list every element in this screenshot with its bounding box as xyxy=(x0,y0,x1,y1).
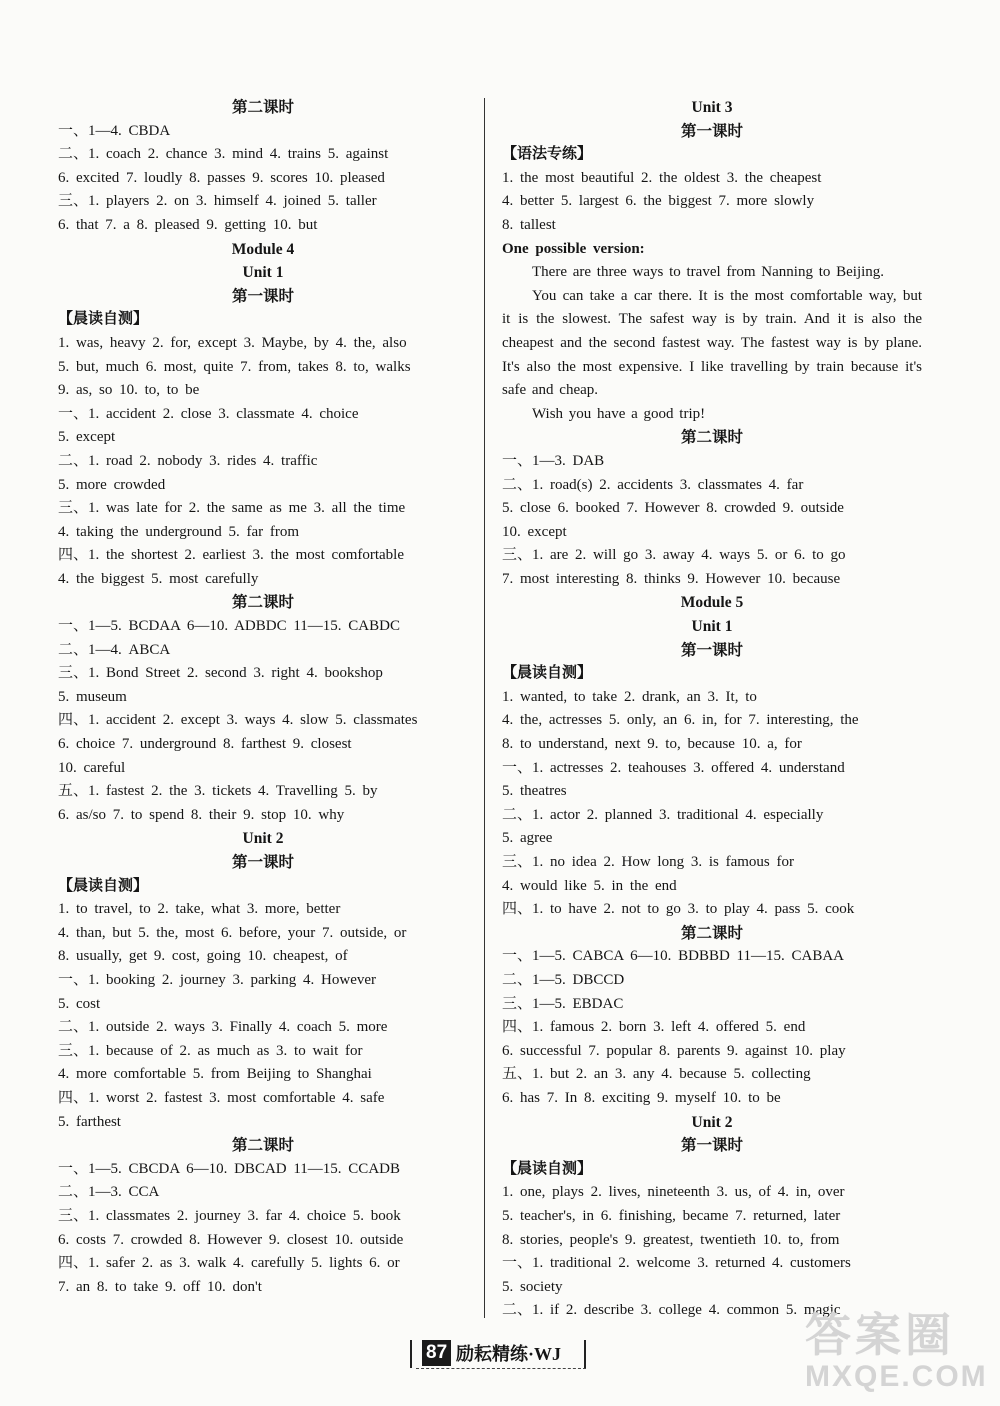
answer-line: 二、1. outside 2. ways 3. Finally 4. coach 5. more xyxy=(58,1019,388,1036)
answer-line: 四、1. to have 2. not to go 3. to play 4. pass 5. cook xyxy=(502,901,855,918)
answer-line: 6. as/so 7. to spend 8. their 9. stop 10. why xyxy=(58,806,345,823)
answer-line: 二、1—4. ABCA xyxy=(58,641,171,658)
answer-line: 三、1—5. EBDAC xyxy=(502,995,624,1012)
answer-line: 四、1. safer 2. as 3. walk 4. carefully 5. lights 6. or xyxy=(58,1255,400,1272)
section-heading: Unit 3 xyxy=(691,99,733,116)
watermark-title: 答案圈 xyxy=(805,1309,955,1361)
answer-line: 四、1. worst 2. fastest 3. most comfortable 4. safe xyxy=(58,1089,385,1106)
answer-line: 5. except xyxy=(58,429,116,446)
answer-line: 4. than, but 5. the, most 6. before, your 7. outside, or xyxy=(58,924,407,941)
section-heading: 第一课时 xyxy=(680,122,743,140)
answer-line: 5. theatres xyxy=(502,783,567,800)
answer-line: 6. that 7. a 8. pleased 9. getting 10. but xyxy=(58,216,318,233)
answer-line: 5. farthest xyxy=(58,1113,121,1130)
watermark-url: MXQE.COM xyxy=(805,1360,988,1393)
answer-line: 二、1. if 2. describe 3. college 4. common 5. magic xyxy=(502,1302,841,1319)
section-heading: 第二课时 xyxy=(231,594,294,612)
column-divider xyxy=(484,98,485,1318)
answer-line: 三、1. classmates 2. journey 3. far 4. choice 5. book xyxy=(58,1207,401,1224)
answer-line: 4. taking the underground 5. far from xyxy=(58,523,300,540)
answer-line: 一、1. accident 2. close 3. classmate 4. choice xyxy=(58,405,359,422)
answer-line: 一、1—5. CBCDA 6—10. DBCAD 11—15. CCADB xyxy=(58,1160,400,1177)
answer-line: 一、1—3. DAB xyxy=(502,452,605,469)
section-heading: Unit 1 xyxy=(691,618,733,636)
section-heading: Unit 1 xyxy=(242,264,284,282)
answer-line: 5. agree xyxy=(502,830,553,847)
brand-label: 励耘精练·WJ xyxy=(456,1344,562,1364)
answer-line: 7. an 8. to take 9. off 10. don't xyxy=(58,1278,262,1295)
page-number: 87 xyxy=(422,1340,451,1366)
section-heading: 第二课时 xyxy=(680,429,743,447)
left-column xyxy=(58,96,468,1299)
section-label: 【晨读自测】 xyxy=(58,877,149,894)
answer-line: 一、1. booking 2. journey 3. parking 4. However xyxy=(58,971,377,988)
answer-line: 二、1—3. CCA xyxy=(58,1184,160,1201)
answer-line: 4. the, actresses 5. only, an 6. in, for 7. interesting, the xyxy=(502,712,859,729)
section-heading: 第一课时 xyxy=(231,287,294,305)
answer-line: 1. was, heavy 2. for, except 3. Maybe, by 4. the, also xyxy=(58,334,407,351)
answer-line: 5. teacher's, in 6. finishing, became 7. returned, later xyxy=(502,1207,841,1224)
section-label: One possible version: xyxy=(502,240,645,257)
answer-line: 二、1—5. DBCCD xyxy=(502,971,625,988)
answer-line: 5. but, much 6. most, quite 7. from, takes 8. to, walks xyxy=(58,358,411,375)
footer-bar-right xyxy=(584,1340,586,1368)
answer-line: 4. more comfortable 5. from Beijing to Shanghai xyxy=(58,1066,372,1083)
answer-line: 三、1. because of 2. as much as 3. to wait for xyxy=(58,1042,363,1059)
essay-paragraph: You can take a car there. It is the most comfortable way, but it is the slowest. The safest way is by train. And it is also the cheapest and the second fastest way. The fastest way is by plane. It's also the most expensive. I like travelling by train because it's safe and cheap. xyxy=(502,287,922,399)
answer-line: 8. usually, get 9. cost, going 10. cheapest, of xyxy=(58,948,348,965)
section-heading: 第一课时 xyxy=(680,1137,743,1155)
answer-line: 6. choice 7. underground 8. farthest 9. closest xyxy=(58,736,352,753)
answer-line: 三、1. no idea 2. How long 3. is famous for xyxy=(502,854,794,870)
answer-line: 5. museum xyxy=(58,688,127,705)
section-heading: 第二课时 xyxy=(231,99,294,116)
answer-line: 6. costs 7. crowded 8. However 9. closest 10. outside xyxy=(58,1231,404,1248)
essay-paragraph: There are three ways to travel from Nanning to Beijing. xyxy=(532,264,885,281)
answer-line: 1. wanted, to take 2. drank, an 3. It, to xyxy=(502,688,757,705)
answer-line: 五、1. fastest 2. the 3. tickets 4. Travelling 5. by xyxy=(58,783,378,800)
answer-line: 五、1. but 2. an 3. any 4. because 5. collecting xyxy=(502,1066,811,1083)
answer-line: 一、1—4. CBDA xyxy=(58,122,171,139)
section-heading: Module 4 xyxy=(231,240,295,258)
answer-line: 三、1. was late for 2. the same as me 3. all the time xyxy=(58,500,406,517)
section-label: 【语法专练】 xyxy=(502,146,593,163)
section-heading: Unit 2 xyxy=(691,1113,733,1131)
answer-line: 一、1. traditional 2. welcome 3. returned 4. customers xyxy=(502,1255,851,1272)
section-heading: 第二课时 xyxy=(231,1137,294,1155)
section-label: 【晨读自测】 xyxy=(502,665,593,682)
answer-line: 四、1. famous 2. born 3. left 4. offered 5. end xyxy=(502,1019,806,1036)
answer-line: 7. most interesting 8. thinks 9. However 10. because xyxy=(502,570,841,587)
section-heading: 第一课时 xyxy=(231,854,294,871)
answer-line: 5. more crowded xyxy=(58,476,166,493)
answer-line: 四、1. the shortest 2. earliest 3. the most comfortable xyxy=(58,547,405,564)
section-label: 【晨读自测】 xyxy=(58,311,149,328)
essay-paragraph: Wish you have a good trip! xyxy=(532,405,706,422)
answer-line: 10. except xyxy=(502,523,567,540)
answer-line: 4. the biggest 5. most carefully xyxy=(58,570,259,587)
answer-line: 4. would like 5. in the end xyxy=(502,877,677,894)
footer-dashed-rule xyxy=(416,1368,586,1369)
answer-line: 1. one, plays 2. lives, nineteenth 3. us, of 4. in, over xyxy=(502,1184,845,1201)
answer-line: 4. better 5. largest 6. the biggest 7. more slowly xyxy=(502,193,815,210)
section-heading: 第二课时 xyxy=(680,924,743,942)
answer-line: 二、1. actor 2. planned 3. traditional 4. especially xyxy=(502,806,824,823)
footer-bar-left xyxy=(410,1340,412,1368)
section-heading: Unit 2 xyxy=(242,830,284,848)
answer-line: 8. tallest xyxy=(502,216,556,233)
answer-line: 四、1. accident 2. except 3. ways 4. slow 5. classmates xyxy=(58,712,418,729)
answer-line: 8. stories, people's 9. greatest, twentieth 10. to, from xyxy=(502,1231,840,1248)
answer-line: 二、1. road(s) 2. accidents 3. classmates 4. far xyxy=(502,476,804,493)
answer-line: 5. cost xyxy=(58,995,101,1012)
answer-line: 一、1. actresses 2. teahouses 3. offered 4. understand xyxy=(502,759,845,776)
answer-line: 一、1—5. BCDAA 6—10. ADBDC 11—15. CABDC xyxy=(58,618,400,635)
answer-line: 5. close 6. booked 7. However 8. crowded 9. outside xyxy=(502,500,844,517)
answer-line: 三、1. Bond Street 2. second 3. right 4. bookshop xyxy=(58,665,383,682)
watermark xyxy=(805,1310,988,1394)
answer-line: 5. society xyxy=(502,1278,563,1295)
answer-line: 10. careful xyxy=(58,759,126,776)
section-heading: Module 5 xyxy=(680,594,744,612)
section-heading: 第一课时 xyxy=(680,641,743,659)
page-footer xyxy=(406,1338,594,1372)
section-label: 【晨读自测】 xyxy=(502,1160,593,1177)
right-column xyxy=(502,96,922,1323)
answer-line: 三、1. players 2. on 3. himself 4. joined 5. taller xyxy=(58,193,377,210)
answer-line: 6. successful 7. popular 8. parents 9. against 10. play xyxy=(502,1042,846,1059)
answer-line: 三、1. are 2. will go 3. away 4. ways 5. or 6. to go xyxy=(502,547,846,564)
answer-line: 8. to understand, next 9. to, because 10. a, for xyxy=(502,736,802,753)
answer-line: 1. to travel, to 2. take, what 3. more, better xyxy=(58,901,341,918)
answer-line: 一、1—5. CABCA 6—10. BDBBD 11—15. CABAA xyxy=(502,948,844,965)
answer-line: 6. excited 7. loudly 8. passes 9. scores 10. pleased xyxy=(58,169,385,186)
answer-line: 二、1. road 2. nobody 3. rides 4. traffic xyxy=(58,452,318,469)
answer-line: 9. as, so 10. to, to be xyxy=(58,382,200,399)
answer-line: 二、1. coach 2. chance 3. mind 4. trains 5. against xyxy=(58,146,389,163)
answer-line: 6. has 7. In 8. exciting 9. myself 10. to be xyxy=(502,1089,781,1106)
answer-line: 1. the most beautiful 2. the oldest 3. the cheapest xyxy=(502,169,822,186)
